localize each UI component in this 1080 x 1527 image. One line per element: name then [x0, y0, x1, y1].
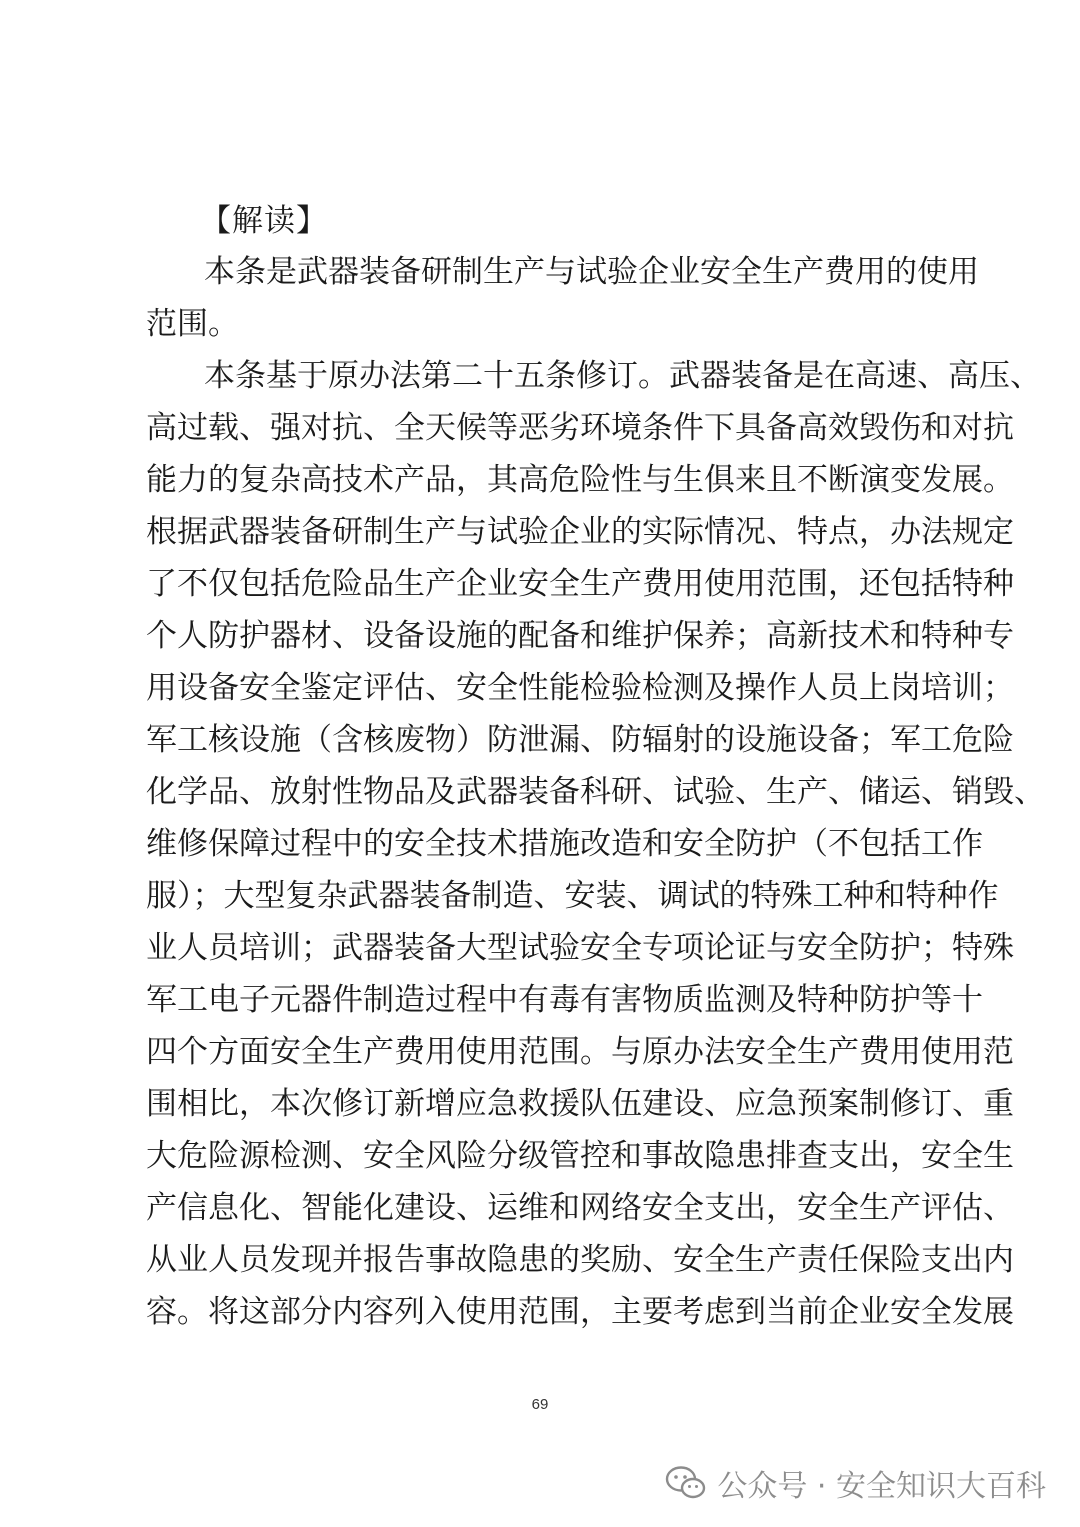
section-heading: 【解读】: [200, 203, 328, 239]
text-line: 从业人员发现并报告事故隐患的奖励、安全生产责任保险支出内: [146, 1242, 1014, 1278]
text-line: 容。将这部分内容列入使用范围，主要考虑到当前企业安全发展: [146, 1294, 1014, 1330]
wechat-logo-icon: [665, 1465, 707, 1501]
text-line: 了不仅包括危险品生产企业安全生产费用使用范围，还包括特种: [146, 566, 1014, 602]
text-line: 服）；大型复杂武器装备制造、安装、调试的特殊工种和特种作: [146, 878, 999, 914]
text-line: 高过载、强对抗、全天候等恶劣环境条件下具备高效毁伤和对抗: [146, 410, 1014, 446]
text-line: 范围。: [146, 306, 239, 342]
text-line: 本条是武器装备研制生产与试验企业安全生产费用的使用: [204, 254, 979, 290]
text-line: 个人防护器材、设备设施的配备和维护保养；高新技术和特种专: [146, 618, 1014, 654]
watermark-text: 公众号 · 安全知识大百科: [717, 1469, 1046, 1504]
text-line: 能力的复杂高技术产品，其高危险性与生俱来且不断演变发展。: [146, 462, 1014, 498]
text-line: 用设备安全鉴定评估、安全性能检验检测及操作人员上岗培训；: [146, 670, 1014, 706]
text-line: 四个方面安全生产费用使用范围。与原办法安全生产费用使用范: [146, 1034, 1014, 1070]
text-line: 大危险源检测、安全风险分级管控和事故隐患排查支出，安全生: [146, 1138, 1014, 1174]
text-line: 业人员培训；武器装备大型试验安全专项论证与安全防护；特殊: [146, 930, 1014, 966]
text-line: 化学品、放射性物品及武器装备科研、试验、生产、储运、销毁、: [146, 774, 1045, 810]
text-line: 围相比，本次修订新增应急救援队伍建设、应急预案制修订、重: [146, 1086, 1014, 1122]
text-line: 产信息化、智能化建设、运维和网络安全支出，安全生产评估、: [146, 1190, 1014, 1226]
text-line: 军工电子元器件制造过程中有毒有害物质监测及特种防护等十: [146, 982, 983, 1018]
watermark: [665, 1461, 1046, 1505]
text-line: 军工核设施（含核废物）防泄漏、防辐射的设施设备；军工危险: [146, 722, 1014, 758]
text-line: 根据武器装备研制生产与试验企业的实际情况、特点，办法规定: [146, 514, 1014, 550]
text-line: 维修保障过程中的安全技术措施改造和安全防护（不包括工作: [146, 826, 983, 862]
text-line: 本条基于原办法第二十五条修订。武器装备是在高速、高压、: [204, 358, 1041, 394]
page-number: 69: [531, 1396, 549, 1413]
